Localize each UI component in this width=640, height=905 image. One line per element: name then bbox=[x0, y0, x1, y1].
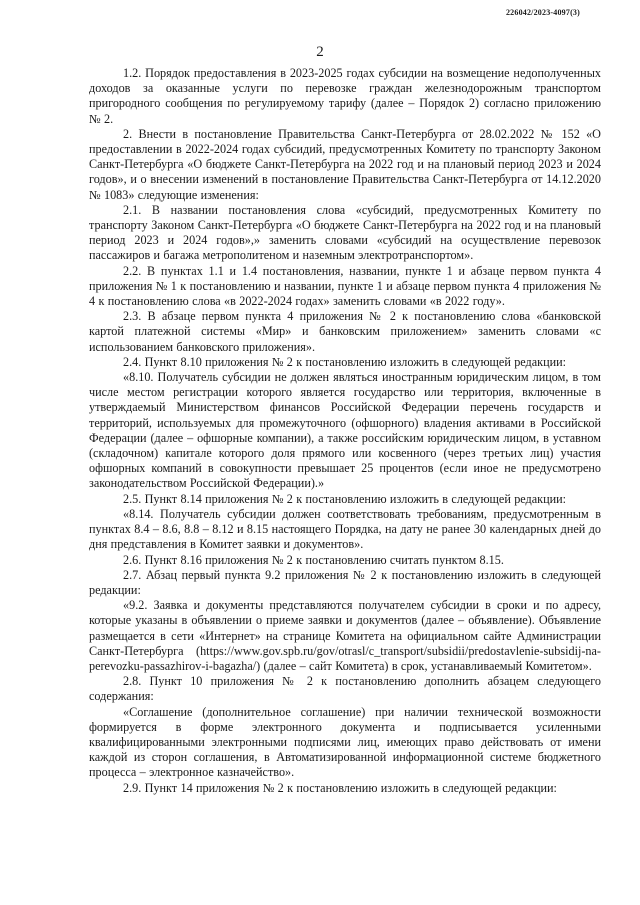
paragraph-2-3: 2.3. В абзаце первом пункта 4 приложения № 2 к постановлению слова «банковской картой платежной системы «Мир» и банковским приложением» заменить словами «с использованием банковского приложения». bbox=[89, 309, 601, 354]
paragraph-2-1: 2.1. В названии постановления слова «субсидий, предусмотренных Комитету по транспорту Законом Санкт-Петербурга «О бюджете Санкт-Петербурга на 2022 год и на плановый период 2023 и 2024 годов»,» заменить словами «субсидий на осуществление перевозок пассажиров и багажа метрополитеном и наземным электротранспортом». bbox=[89, 202, 601, 263]
document-number: 226042/2023-4097(3) bbox=[505, 8, 580, 17]
quote-8-10: «8.10. Получатель субсидии не должен являться иностранным юридическим лицом, в том числе местом регистрации которого является государство или территория, включенные в утверждаемый Министерством финансов Российской Федерации перечень государств и территорий, используемых для промежуточного (офшорного) владения активами в Российской Федерации (далее – офшорные компании), а также российским юридическим лицом, в уставном (складочном) капитале которого доля прямого или косвенного (через третьих лиц) участия офшорных компаний в совокупности превышает 25 процентов (если иное не предусмотрено законодательством Российской Федерации).» bbox=[89, 370, 601, 491]
document-body bbox=[89, 66, 601, 796]
page-number: 2 bbox=[316, 44, 324, 60]
paragraph-2: 2. Внести в постановление Правительства Санкт-Петербурга от 28.02.2022 № 152 «О предоставлении в 2022-2024 годах субсидий, предусмотренных Комитету по транспорту Законом Санкт-Петербурга «О бюджете Санкт-Петербурга на 2022 год и на плановый период 2023 и 2024 годов», и о внесении изменений в постановление Правительства Санкт-Петербурга от 14.12.2020 № 1083» следующие изменения: bbox=[89, 126, 601, 202]
paragraph-2-2: 2.2. В пунктах 1.1 и 1.4 постановления, названии, пункте 1 и абзаце первом пункта 4 приложения № 1 к постановлению и названии, пункте 1 и абзаце первом пункта 4 приложения № 4 к постановлению слова «в 2022-2024 годах» заменить словами «в 2022 году». bbox=[89, 263, 601, 309]
paragraph-2-7: 2.7. Абзац первый пункта 9.2 приложения № 2 к постановлению изложить в следующей редакции: bbox=[89, 567, 601, 597]
paragraph-2-9: 2.9. Пункт 14 приложения № 2 к постановлению изложить в следующей редакции: bbox=[123, 780, 557, 795]
quote-agreement: «Соглашение (дополнительное соглашение) при наличии технической возможности формируется в форме электронного документа и подписывается усиленными квалифицированными электронными подписями лиц, имеющих право действовать от имени каждой из сторон соглашения, в Автоматизированной информационной системе бюджетного процесса – электронное казначейство». bbox=[89, 704, 601, 780]
paragraph-2-6: 2.6. Пункт 8.16 приложения № 2 к постановлению считать пунктом 8.15. bbox=[123, 552, 504, 567]
paragraph-2-8: 2.8. Пункт 10 приложения № 2 к постановлению дополнить абзацем следующего содержания: bbox=[89, 674, 601, 704]
paragraph-1-2: 1.2. Порядок предоставления в 2023-2025 годах субсидии на возмещение недополученных доходов за оказанные услуги по перевозке граждан железнодорожным транспортом пригородного сообщения по регулируемому тарифу (далее – Порядок 2) согласно приложению № 2. bbox=[89, 66, 601, 126]
quote-9-2: «9.2. Заявка и документы представляются получателем субсидии в сроки и по адресу, которые указаны в объявлении о приеме заявки и документов (далее – объявление). Объявление размещается в сети «Интернет» на странице Комитета на официальном сайте Администрации Санкт-Петербурга (https://www.gov.spb.ru/gov/otrasl/c_transport/subsidii/predostavlenie-subsidij-na-perevozku-passazhirov-i-bagazha/) (далее – сайт Комитета) в срок, устанавливаемый Комитетом». bbox=[89, 598, 601, 673]
paragraph-2-5: 2.5. Пункт 8.14 приложения № 2 к постановлению изложить в следующей редакции: bbox=[123, 491, 567, 506]
quote-8-14: «8.14. Получатель субсидии должен соответствовать требованиям, предусмотренным в пунктах 8.4 – 8.6, 8.8 – 8.12 и 8.15 настоящего Порядка, на дату не ранее 30 календарных дней до дня представления в Комитет заявки и документов». bbox=[89, 506, 601, 552]
paragraph-2-4: 2.4. Пункт 8.10 приложения № 2 к постановлению изложить в следующей редакции: bbox=[123, 354, 567, 369]
